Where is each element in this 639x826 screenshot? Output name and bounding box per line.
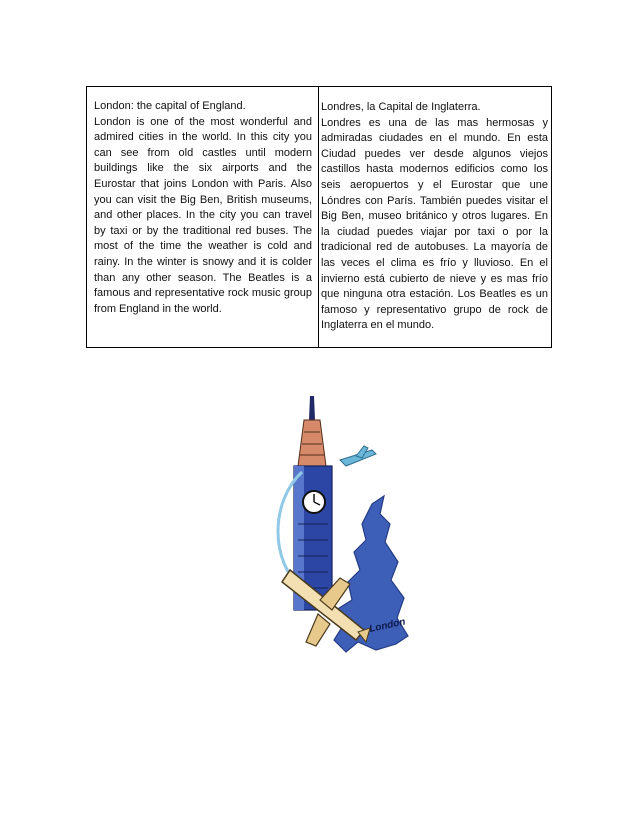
small-airplane-icon bbox=[340, 446, 376, 466]
english-column bbox=[94, 99, 312, 317]
column-divider bbox=[318, 87, 319, 347]
london-illustration bbox=[268, 392, 410, 662]
english-body: London is one of the most wonderful and admired cities in the world. In this city you can see from old castles until modern buildings like the six airports and the Eurostar that joins London with Paris. Also you can visit the Big Ben, British museums, and other places. In the city you can travel by taxi or by the traditional red buses. The most of the time the weather is cold and rainy. In the winter is snowy and it is colder than any other season. The Beatles is a famous and representative rock music group from England in the world. bbox=[94, 115, 312, 315]
spanish-column bbox=[321, 100, 548, 334]
spanish-title: Londres, la Capital de Inglaterra. bbox=[321, 101, 481, 113]
spanish-body: Londres es una de las mas hermosas y admiradas ciudades en el mundo. En esta Ciudad puedes ver desde algunos viejos castillos hasta modernos edificios como los seis aeropuertos y el Eurostar que une Lóndres con París. También puedes visitar el Big Ben, museo británico y otros lugares. En la ciudad puedes viajar por taxi o por la tradicional red de autobuses. La mayoría de las veces el clima es frío y lluvioso. En el invierno está cubierto de nieve y es mas frío que ninguna otra estación. Los Beatles es un famoso y representativo grupo de rock de Inglaterra en el mundo. bbox=[321, 116, 548, 332]
map-london-label: London bbox=[368, 616, 407, 635]
bilingual-text-table bbox=[86, 86, 552, 348]
english-title: London: the capital of England. bbox=[94, 100, 246, 112]
